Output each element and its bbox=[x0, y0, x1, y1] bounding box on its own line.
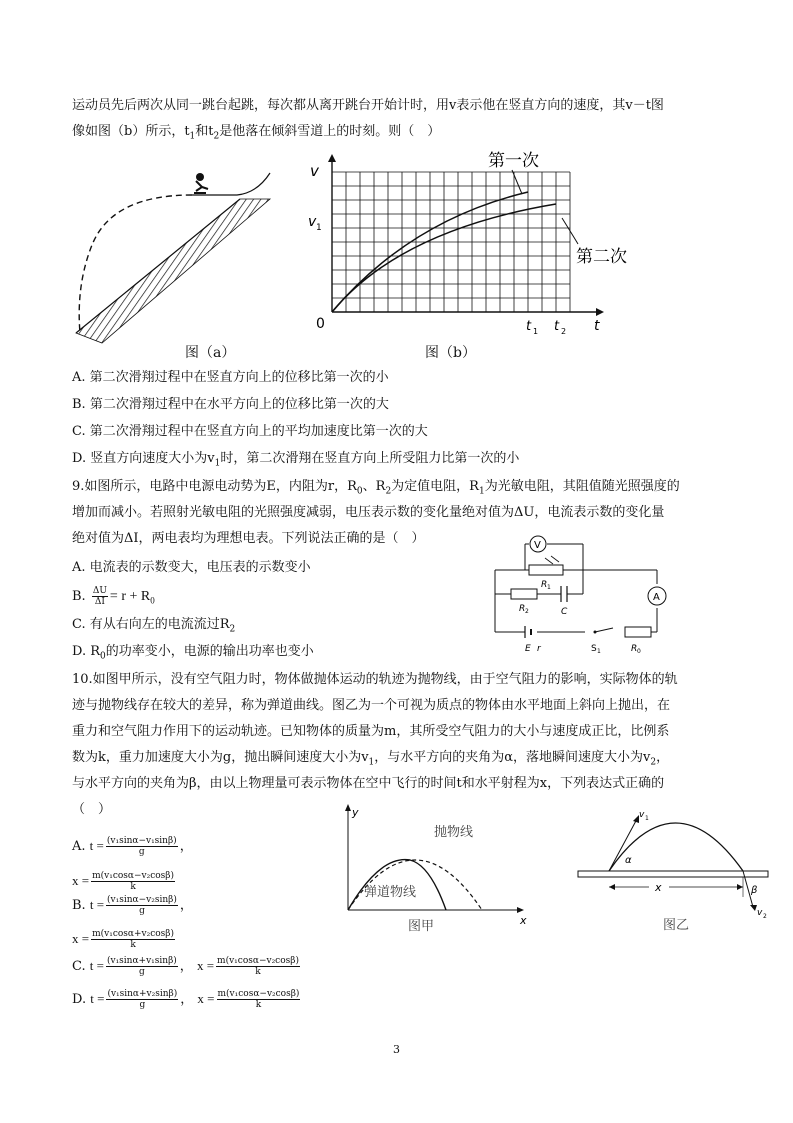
circuit-diagram bbox=[485, 530, 695, 655]
svg-text:x: x bbox=[520, 914, 527, 927]
q10-line6: （ ） bbox=[72, 802, 112, 817]
page-number: 3 bbox=[393, 1043, 400, 1056]
label-t: t bbox=[594, 318, 600, 334]
svg-text:弹道物线: 弹道物线 bbox=[364, 885, 417, 900]
q8-option-d: D. 竖直方向速度大小为$v_1$时，第二次滑翔在竖直方向上所受阻力比第一次的小 bbox=[72, 451, 520, 469]
resistor-r0 bbox=[625, 627, 651, 637]
svg-text:v: v bbox=[639, 810, 645, 820]
q10-line1: 10.如图甲所示，没有空气阻力时，物体做抛体运动的轨迹为抛物线，由于空气阻力的影响，实际物体的轨 bbox=[72, 672, 678, 687]
label-first: 第一次 bbox=[488, 151, 539, 171]
figure-a-ski-slope bbox=[72, 165, 272, 365]
q10-line3: 重力和空气阻力作用下的运动轨迹。已知物体的质量为m，其所受空气阻力的大小与速度成正比，比例系 bbox=[72, 724, 670, 739]
svg-text:抛物线: 抛物线 bbox=[434, 825, 474, 840]
q9-line1: 9.如图所示，电路中电源电动势为E，内阻为r，$R_0$、$R_2$为定值电阻，$R_1$为光敏电阻，其阻值随光照强度的 bbox=[72, 479, 680, 497]
svg-text:0: 0 bbox=[637, 648, 641, 655]
q8-intro-line2: 像如图（b）所示，$t_1$和$t_2$是他落在倾斜雪道上的时刻。则（ ） bbox=[72, 124, 441, 142]
figure-b-caption: 图（b） bbox=[425, 345, 476, 361]
switch-s1 bbox=[594, 631, 597, 634]
svg-text:α: α bbox=[625, 855, 632, 866]
q10-line2: 迹与抛物线存在较大的差异，称为弹道曲线。图乙为一个可视为质点的物体由水平地面上斜向上抛出，在 bbox=[72, 698, 671, 713]
svg-text:x: x bbox=[655, 881, 662, 894]
photoresistor-r1 bbox=[529, 565, 563, 575]
q8-option-a: A. 第二次滑翔过程中在竖直方向上的位移比第一次的小 bbox=[72, 370, 389, 385]
svg-text:1: 1 bbox=[533, 327, 539, 336]
q10-option-b-x: x = $\frac{\text{m(v₁cosα+v₂cosβ)}}{k}$ bbox=[72, 929, 175, 950]
svg-text:S: S bbox=[591, 644, 597, 654]
label-origin: 0 bbox=[316, 316, 325, 332]
slope-hatching bbox=[76, 199, 270, 343]
svg-text:E: E bbox=[525, 644, 531, 654]
skier-icon bbox=[194, 173, 208, 193]
q10-option-a-t: A. t = $\frac{\text{(v₁sinα−v₁sinβ)}}{g}$ ， bbox=[72, 836, 193, 857]
svg-text:2: 2 bbox=[525, 608, 529, 615]
svg-text:1: 1 bbox=[316, 223, 322, 233]
label-second: 第二次 bbox=[576, 247, 627, 267]
q9-option-d: D. $R_0$的功率变小，电源的输出功率也变小 bbox=[72, 644, 314, 662]
q9-line2: 增加而减小。若照射光敏电阻的光照强度减弱，电压表示数的变化量绝对值为ΔU，电流表示数的变化量 bbox=[72, 505, 665, 520]
svg-text:2: 2 bbox=[561, 327, 567, 336]
ground bbox=[578, 871, 768, 877]
resistor-r2 bbox=[511, 589, 537, 599]
svg-text:R: R bbox=[631, 644, 638, 654]
label-v1: v bbox=[308, 214, 317, 230]
svg-text:2: 2 bbox=[763, 913, 767, 920]
figure-yi bbox=[575, 805, 775, 935]
q9-option-a: A. 电流表的示数变大，电压表的示数变小 bbox=[72, 560, 311, 575]
svg-text:1: 1 bbox=[597, 648, 601, 655]
q10-option-b-t: B. t = $\frac{\text{(v₁sinα−v₂sinβ)}}{g}$ ， bbox=[72, 895, 193, 916]
label-t1: t bbox=[526, 319, 532, 334]
svg-text:y: y bbox=[352, 806, 359, 819]
svg-text:C: C bbox=[561, 607, 568, 617]
q9-option-c: C. 有从右向左的电流流过$R_2$ bbox=[72, 617, 236, 635]
svg-text:图乙: 图乙 bbox=[663, 918, 690, 933]
svg-text:1: 1 bbox=[547, 584, 551, 591]
q10-line5: 与水平方向的夹角为β，由以上物理量可表示物体在空中飞行的时间t和水平射程为x，下列表达式正确的 bbox=[72, 776, 665, 791]
svg-text:v: v bbox=[757, 908, 763, 918]
q10-option-c: C. t = $\frac{\text{(v₁sinα+v₁sinβ)}}{g}$ ， x = $\frac{\text{m(v₁cosα−v₂cosβ)}}{k}$ bbox=[72, 956, 299, 977]
figure-jia bbox=[330, 800, 540, 935]
svg-text:R: R bbox=[519, 604, 526, 614]
svg-text:图甲: 图甲 bbox=[408, 919, 435, 934]
q9-line3: 绝对值为ΔI，两电表均为理想电表。下列说法正确的是（ ） bbox=[72, 531, 425, 546]
svg-text:V: V bbox=[534, 540, 541, 551]
q8-option-b: B. 第二次滑翔过程中在水平方向上的位移比第一次的大 bbox=[72, 397, 389, 412]
q8-option-c: C. 第二次滑翔过程中在竖直方向上的平均加速度比第一次的大 bbox=[72, 424, 428, 439]
svg-text:R: R bbox=[541, 580, 548, 590]
svg-text:r: r bbox=[537, 644, 541, 654]
label-v: v bbox=[310, 162, 319, 180]
q8-intro-line1: 运动员先后两次从同一跳台起跳，每次都从离开跳台开始计时，用v表示他在竖直方向的速度，其v－t图 bbox=[72, 98, 664, 113]
figure-a-caption: 图（a） bbox=[185, 345, 236, 361]
q10-option-a-x: x = $\frac{\text{m(v₁cosα−v₂cosβ)}}{k}$ bbox=[72, 871, 175, 892]
q10-option-d: D. t = $\frac{\text{(v₁sinα+v₂sinβ)}}{g}$ ， x = $\frac{\text{m(v₁cosα−v₂cosβ)}}{k}$ bbox=[72, 989, 300, 1010]
q9-option-b: B. $\frac{\Delta U}{\Delta I}$ = $r + R_0$ bbox=[72, 586, 155, 607]
svg-text:A: A bbox=[653, 592, 660, 603]
svg-text:1: 1 bbox=[645, 815, 649, 822]
label-t2: t bbox=[554, 319, 560, 334]
figure-b-vt-graph bbox=[300, 150, 650, 350]
q10-line4: 数为k，重力加速度大小为g，抛出瞬间速度大小为$v_1$，与水平方向的夹角为α，落地瞬间速度大小为$v_2$， bbox=[72, 750, 670, 768]
svg-text:β: β bbox=[751, 885, 758, 896]
